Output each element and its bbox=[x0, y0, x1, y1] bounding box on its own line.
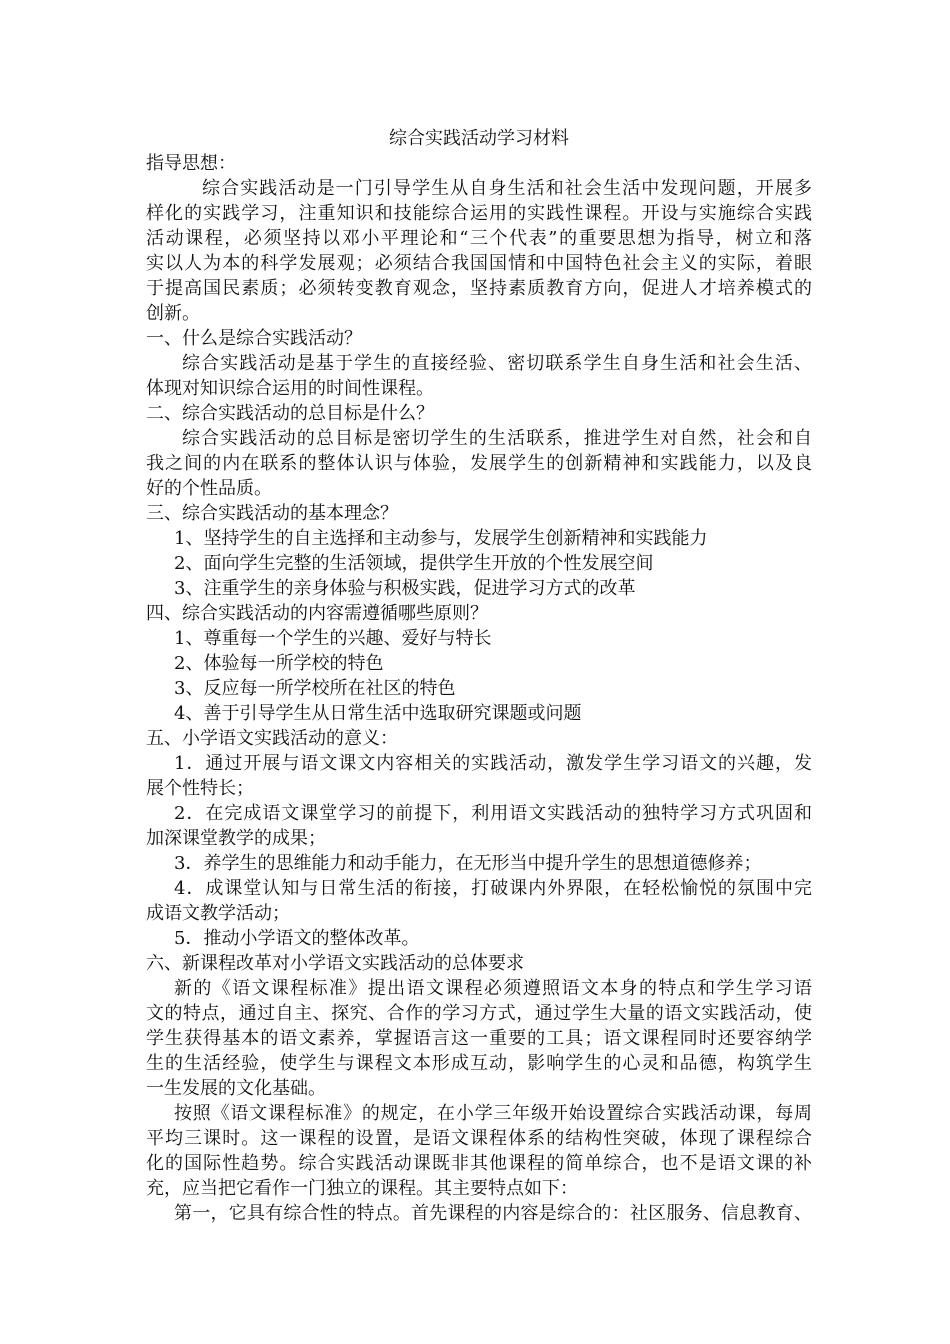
text-line: 一、什么是综合实践活动？ bbox=[146, 328, 362, 349]
text-line: 创新。 bbox=[146, 303, 200, 324]
text-line: 充，应当把它看作一门独立的课程。其主要特点如下： bbox=[146, 1178, 578, 1199]
text-line: 展个性特长； bbox=[146, 778, 254, 799]
text-line: 二、综合实践活动的总目标是什么？ bbox=[146, 403, 434, 424]
text-line: 指导思想： bbox=[146, 153, 236, 174]
text-line: 四、综合实践活动的内容需遵循哪些原则？ bbox=[146, 603, 488, 624]
text-line: 化的国际性趋势。综合实践活动课既非其他课程的简单综合，也不是语文课的补 bbox=[146, 1153, 812, 1174]
text-line: 样化的实践学习，注重知识和技能综合运用的实践性课程。开设与实施综合实践 bbox=[146, 203, 812, 224]
text-line: 一生发展的文化基础。 bbox=[146, 1078, 326, 1099]
text-line: 综合实践活动的总目标是密切学生的生活联系，推进学生对自然，社会和自 bbox=[182, 428, 812, 449]
text-line: 1、坚持学生的自主选择和主动参与，发展学生创新精神和实践能力 bbox=[174, 528, 708, 549]
text-line: 活动课程，必须坚持以邓小平理论和“三个代表”的重要思想为指导，树立和落 bbox=[146, 228, 812, 249]
text-line: 5．推动小学语文的整体改革。 bbox=[174, 928, 420, 949]
text-line: 好的个性品质。 bbox=[146, 478, 272, 499]
text-line: 生的生活经验，使学生与课程文本形成互动，影响学生的心灵和品德，构筑学生 bbox=[146, 1053, 812, 1074]
text-line: 五、小学语文实践活动的意义： bbox=[146, 728, 398, 749]
text-line: 新的《语文课程标准》提出语文课程必须遵照语文本身的特点和学生学习语 bbox=[174, 978, 812, 999]
text-line: 4、善于引导学生从日常生活中选取研究课题或问题 bbox=[174, 703, 582, 724]
text-line: 2、面向学生完整的生活领域，提供学生开放的个性发展空间 bbox=[174, 553, 654, 574]
text-line: 体现对知识综合运用的时间性课程。 bbox=[146, 378, 434, 399]
text-line: 我之间的内在联系的整体认识与体验，发展学生的创新精神和实践能力，以及良 bbox=[146, 453, 812, 474]
text-line: 成语文教学活动； bbox=[146, 903, 290, 924]
text-line: 4．成课堂认知与日常生活的衔接，打破课内外界限，在轻松愉悦的氛围中完 bbox=[174, 878, 812, 899]
text-line: 实以人为本的科学发展观；必须结合我国国情和中国特色社会主义的实际，着眼 bbox=[146, 253, 812, 274]
text-line: 加深课堂教学的成果； bbox=[146, 828, 326, 849]
text-line: 学生获得基本的语文素养，掌握语言这一重要的工具；语文课程同时还要容纳学 bbox=[146, 1028, 812, 1049]
text-line: 综合实践活动是一门引导学生从自身生活和社会生活中发现问题，开展多 bbox=[202, 178, 812, 199]
text-line: 文的特点，通过自主、探究、合作的学习方式，通过学生大量的语文实践活动，使 bbox=[146, 1003, 812, 1024]
text-line: 按照《语文课程标准》的规定，在小学三年级开始设置综合实践活动课，每周 bbox=[174, 1103, 812, 1124]
text-line: 3、反应每一所学校所在社区的特色 bbox=[174, 678, 456, 699]
document-lines bbox=[146, 151, 812, 1226]
text-line: 1、尊重每一个学生的兴趣、爱好与特长 bbox=[174, 628, 492, 649]
text-line: 3．养学生的思维能力和动手能力，在无形当中提升学生的思想道德修养； bbox=[174, 853, 762, 874]
text-line: 3、注重学生的亲身体验与积极实践，促进学习方式的改革 bbox=[174, 578, 636, 599]
text-line: 2．在完成语文课堂学习的前提下，利用语文实践活动的独特学习方式巩固和 bbox=[174, 803, 812, 824]
document-title: 综合实践活动学习材料 bbox=[389, 128, 569, 149]
text-line: 于提高国民素质；必须转变教育观念，坚持素质教育方向，促进人才培养模式的 bbox=[146, 278, 812, 299]
text-line: 第一，它具有综合性的特点。首先课程的内容是综合的：社区服务、信息教育、 bbox=[174, 1203, 812, 1224]
text-line: 三、综合实践活动的基本理念？ bbox=[146, 503, 398, 524]
text-line: 综合实践活动是基于学生的直接经验、密切联系学生自身生活和社会生活、 bbox=[182, 353, 812, 374]
text-line: 1．通过开展与语文课文内容相关的实践活动，激发学生学习语文的兴趣，发 bbox=[174, 753, 812, 774]
document-body bbox=[146, 126, 812, 1226]
text-line: 平均三课时。这一课程的设置，是语文课程体系的结构性突破，体现了课程综合 bbox=[146, 1128, 812, 1149]
text-line: 六、新课程改革对小学语文实践活动的总体要求 bbox=[146, 953, 524, 974]
text-line: 2、体验每一所学校的特色 bbox=[174, 653, 384, 674]
